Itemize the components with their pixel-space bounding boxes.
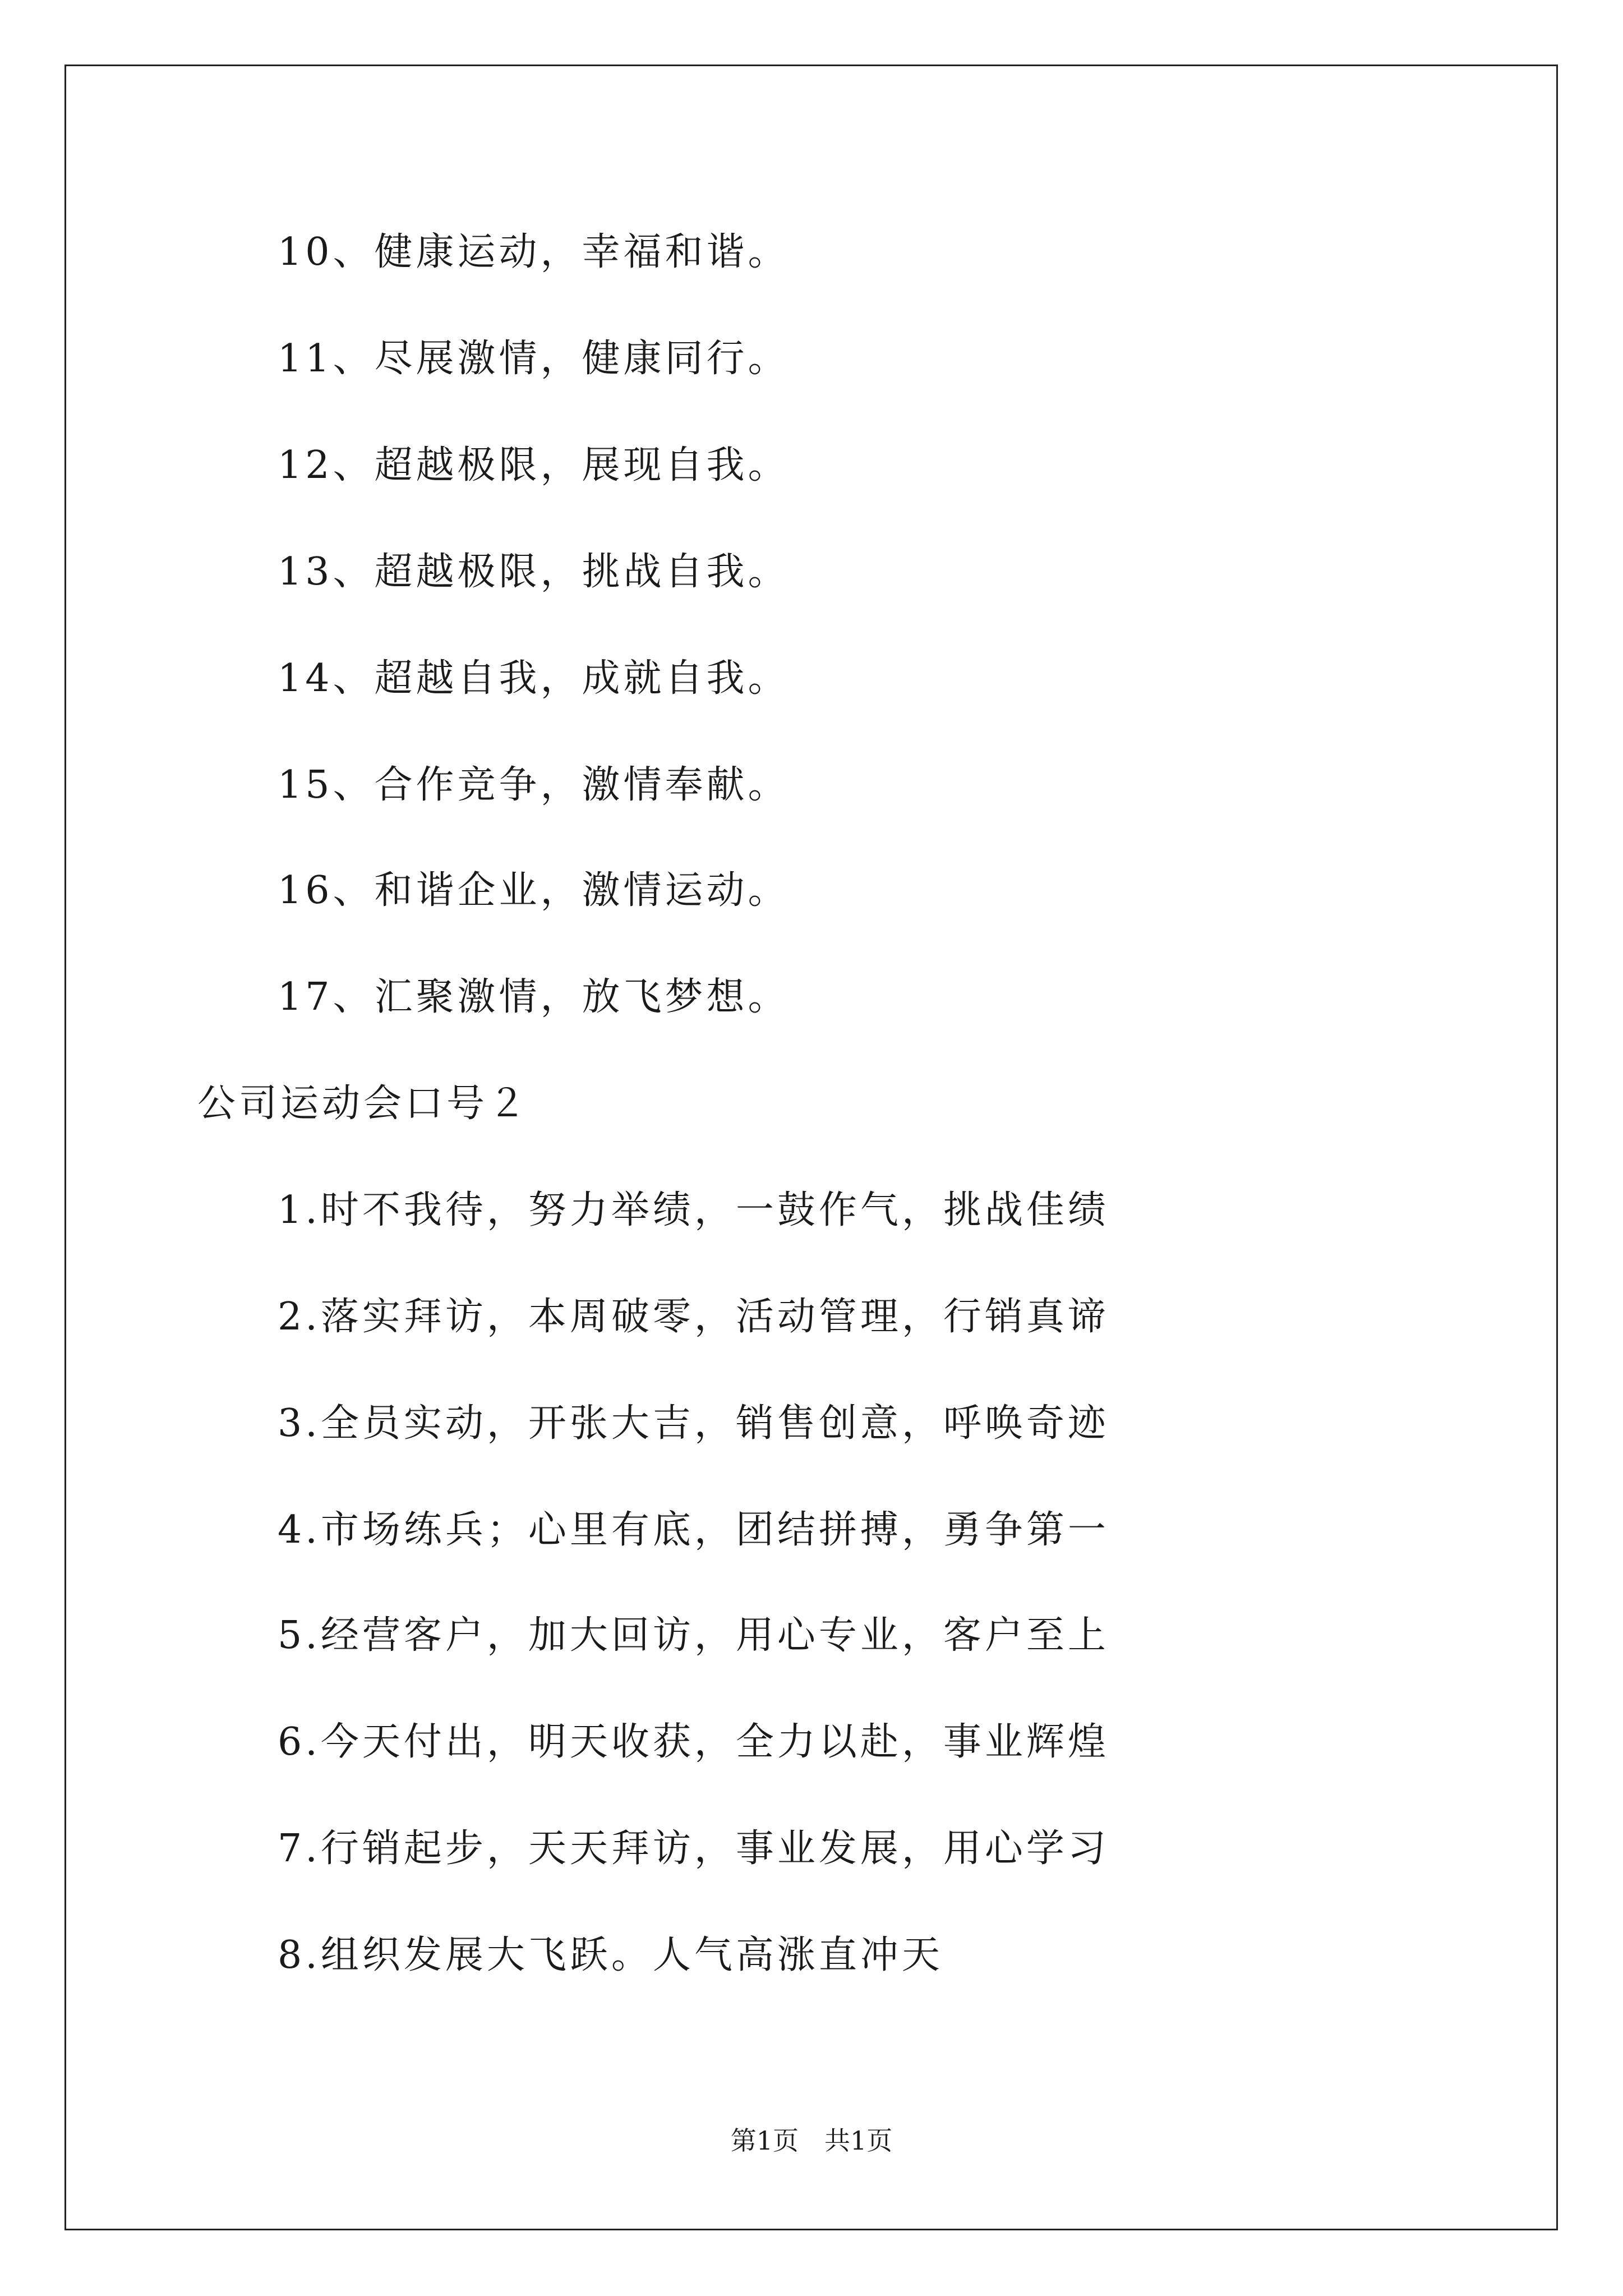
slogan-line: 15、合作竞争，激情奉献。	[278, 763, 790, 807]
slogan-line: 11、尽展激情，健康同行。	[278, 337, 790, 381]
slogan-line: 17、汇聚激情，放飞梦想。	[278, 975, 790, 1019]
slogan-line: 3.全员实动，开张大吉，销售创意，呼唤奇迹	[278, 1401, 1109, 1446]
slogan-line: 7.行销起步，天天拜访，事业发展，用心学习	[278, 1826, 1109, 1871]
slogan-line: 2.落实拜访，本周破零，活动管理，行销真谛	[278, 1295, 1109, 1339]
slogan-line: 8.组织发展大飞跃。人气高涨直冲天	[278, 1933, 943, 1977]
slogan-line: 1.时不我待，努力举绩，一鼓作气，挑战佳绩	[278, 1188, 1109, 1232]
slogan-line: 12、超越极限，展现自我。	[278, 443, 790, 487]
slogan-line: 13、超越极限，挑战自我。	[278, 550, 790, 594]
slogan-line: 4.市场练兵；心里有底，团结拼搏，勇争第一	[278, 1508, 1109, 1552]
page-footer: 第1页 共1页	[730, 2125, 893, 2156]
slogan-line: 16、和谐企业，激情运动。	[278, 868, 790, 913]
slogan-line: 14、超越自我，成就自我。	[278, 656, 790, 701]
slogan-line: 5.经营客户，加大回访，用心专业，客户至上	[278, 1613, 1109, 1658]
slogan-line: 10、健康运动，幸福和谐。	[278, 230, 790, 274]
slogan-line: 6.今天付出，明天收获，全力以赴，事业辉煌	[278, 1720, 1109, 1764]
section-heading: 公司运动会口号２	[197, 1082, 530, 1126]
